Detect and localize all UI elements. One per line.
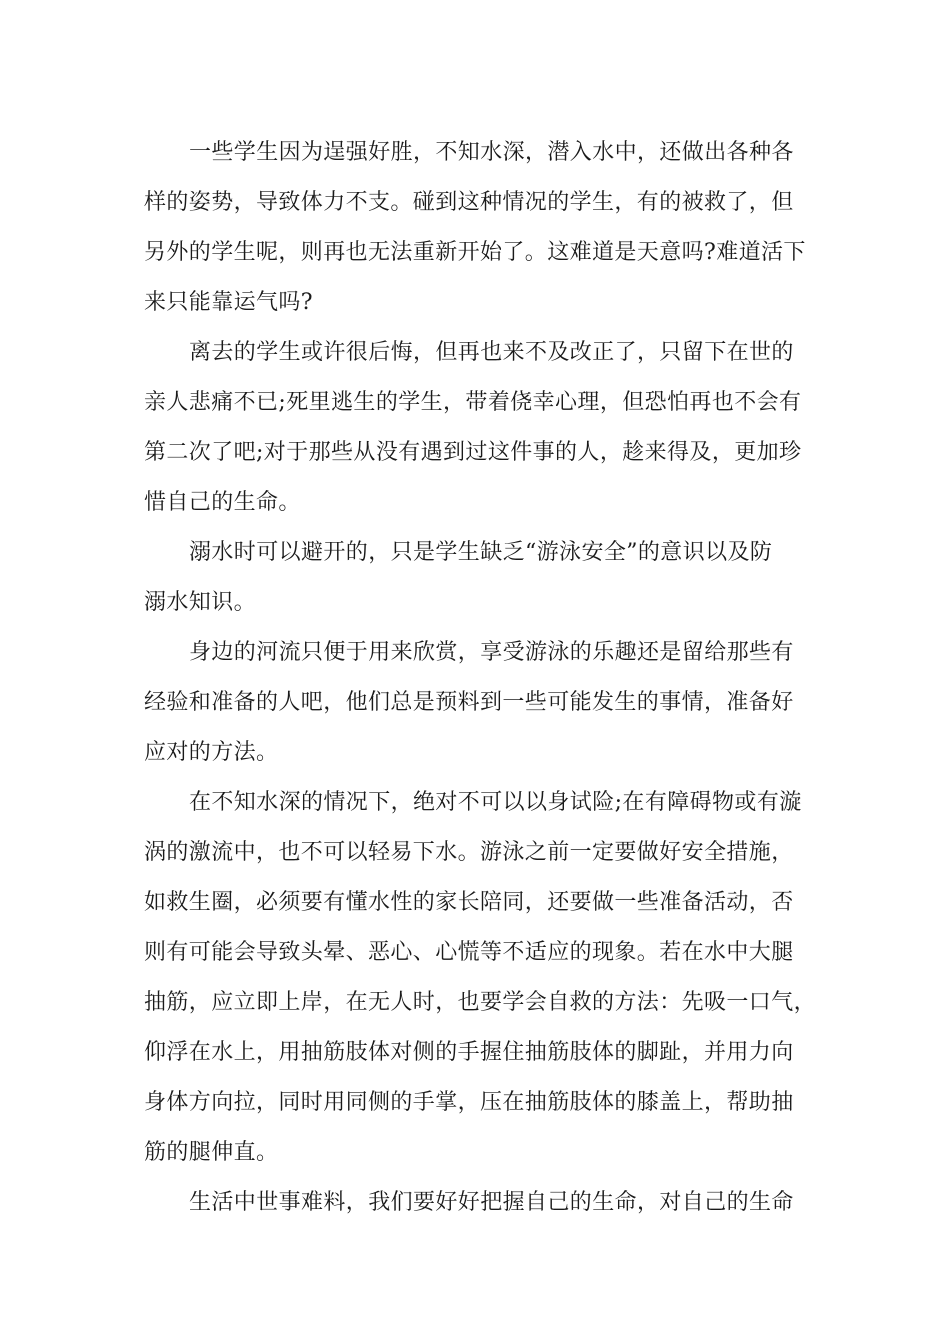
text-line: 筋的腿伸直。 [144,1140,279,1165]
text-line: 溺水知识。 [144,590,257,615]
text-line: 惜自己的生命。 [144,490,301,515]
text-line: 生活中世事难料，我们要好好把握自己的生命，对自己的生命 [189,1190,794,1215]
text-line: 则有可能会导致头晕、恶心、心慌等不适应的现象。若在水中大腿 [144,940,794,965]
text-line: 在不知水深的情况下，绝对不可以以身试险;在有障碍物或有漩 [189,790,802,815]
text-line: 应对的方法。 [144,740,279,765]
text-line: 身边的河流只便于用来欣赏，享受游泳的乐趣还是留给那些有 [189,640,794,665]
text-line: 来只能靠运气吗? [144,290,313,315]
text-line: 身体方向拉，同时用同侧的手掌，压在抽筋肢体的膝盖上，帮助抽 [144,1090,794,1115]
text-line: 如救生圈，必须要有懂水性的家长陪同，还要做一些准备活动，否 [144,890,794,915]
text-line: 经验和准备的人吧，他们总是预料到一些可能发生的事情，准备好 [144,690,794,715]
text-line: 亲人悲痛不已;死里逃生的学生，带着侥幸心理，但恐怕再也不会有 [144,390,802,415]
text-line: 离去的学生或许很后悔，但再也来不及改正了，只留下在世的 [189,340,794,365]
text-line: 另外的学生呢，则再也无法重新开始了。这难道是天意吗?难道活下 [144,240,806,265]
text-line: 样的姿势，导致体力不支。碰到这种情况的学生，有的被救了，但 [144,190,794,215]
text-line: 一些学生因为逞强好胜，不知水深，潜入水中，还做出各种各 [189,140,794,165]
text-line: 溺水时可以避开的，只是学生缺乏“游泳安全”的意识以及防 [189,540,773,565]
text-line: 抽筋，应立即上岸，在无人时，也要学会自救的方法：先吸一口气， [144,990,817,1015]
text-line: 第二次了吧;对于那些从没有遇到过这件事的人，趁来得及，更加珍 [144,440,802,465]
text-line: 涡的激流中，也不可以轻易下水。游泳之前一定要做好安全措施， [144,840,794,865]
text-line: 仰浮在水上，用抽筋肢体对侧的手握住抽筋肢体的脚趾，并用力向 [144,1040,794,1065]
